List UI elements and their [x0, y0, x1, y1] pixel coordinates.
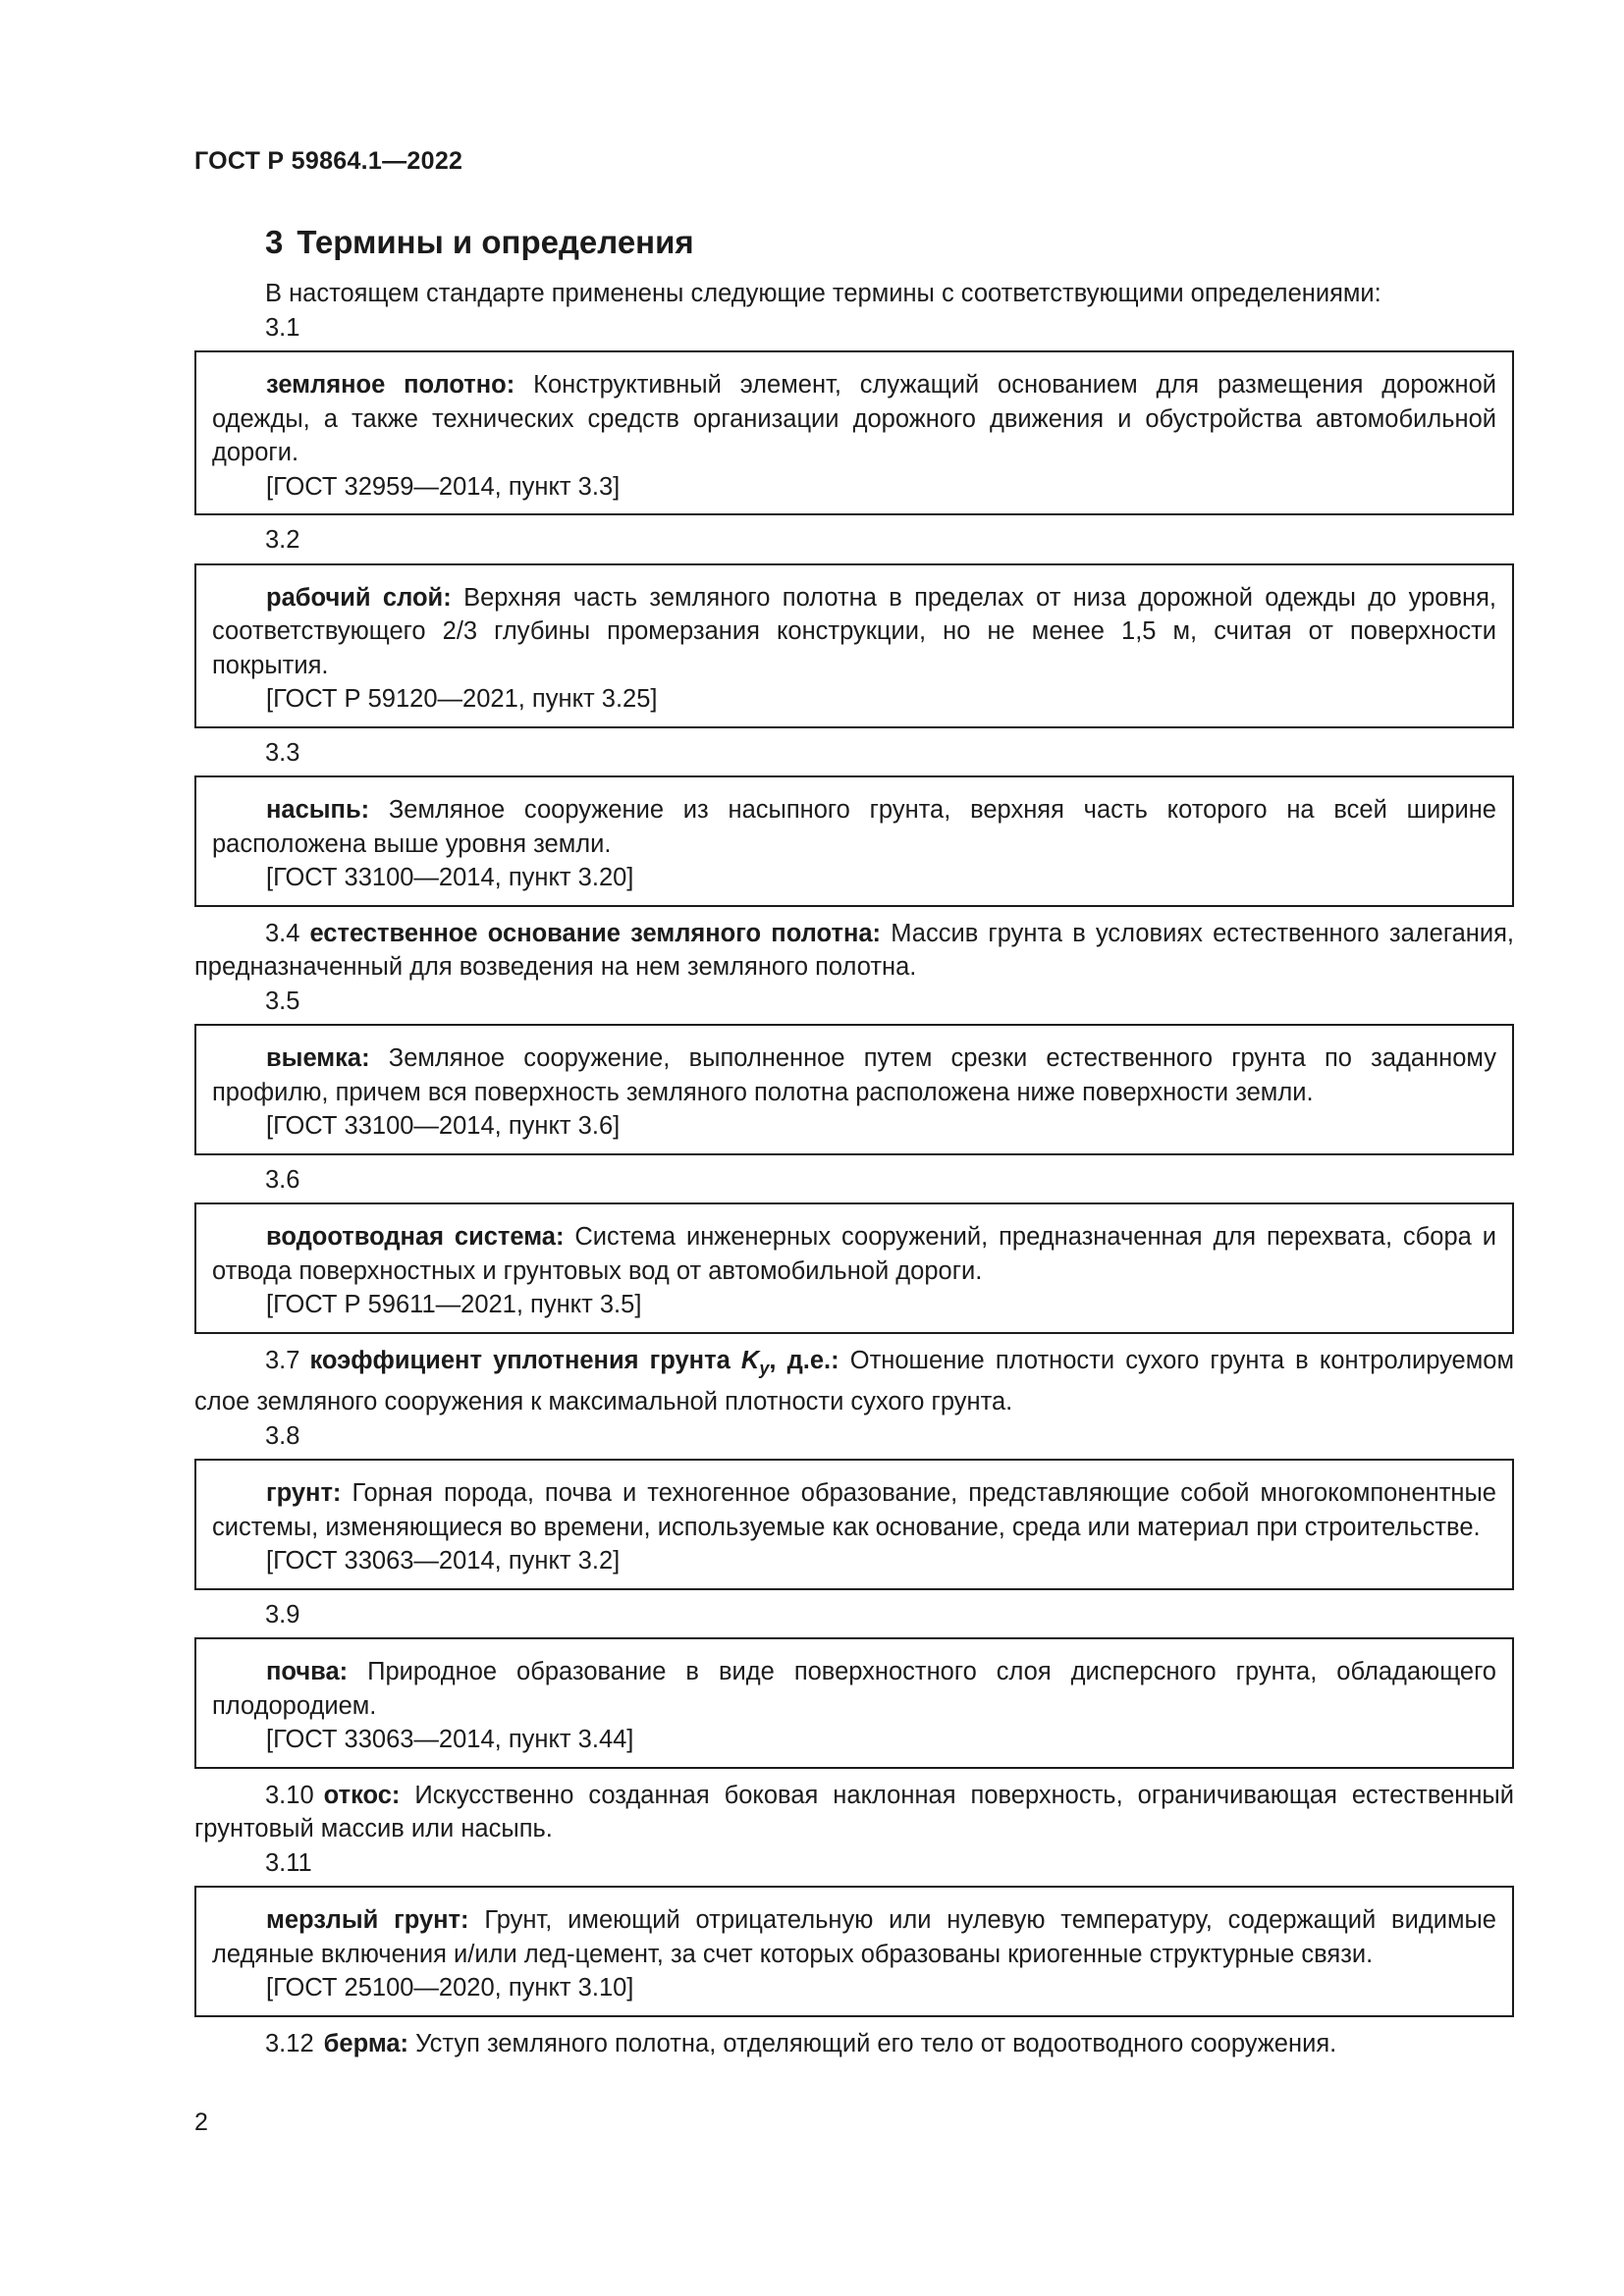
term-number: 3.6 [265, 1165, 300, 1194]
definition-text: Земляное сооружение из насыпного грунта, верхняя часть которого на всей ширине расположена выше уровня земли. [212, 796, 1496, 858]
document-header: ГОСТ Р 59864.1—2022 [194, 147, 463, 175]
term-definition [212, 1655, 1496, 1723]
term-reference: [ГОСТ 25100—2020, пункт 3.10] [266, 1974, 634, 2002]
term-definition [212, 1476, 1496, 1544]
term-number: 3.3 [265, 738, 300, 767]
term-number: 3.9 [265, 1600, 300, 1629]
section-title-text: Термины и определения [297, 224, 694, 260]
term-name: выемка: [266, 1044, 370, 1072]
term-definition [212, 1220, 1496, 1288]
term-box [194, 1637, 1514, 1769]
term-reference: [ГОСТ Р 59611—2021, пункт 3.5] [266, 1291, 642, 1318]
definition-text: Уступ земляного полотна, отделяющий его тело от водоотводного сооружения. [415, 2029, 1337, 2057]
term-number: 3.12 [265, 2029, 314, 2057]
section-number: 3 [265, 224, 284, 260]
term-definition [212, 1903, 1496, 1971]
term-definition [212, 1041, 1496, 1109]
definition-text: Конструктивный элемент, служащий основанием для размещения дорожной одежды, а также технических средств организации дорожного движения и обустройства автомобильной дороги. [212, 371, 1496, 466]
term-definition [212, 368, 1496, 470]
term-name: коэффициент уплотнения грунта [309, 1346, 731, 1374]
definition-text: Природное образование в виде поверхностного слоя дисперсного грунта, обладающего плодородием. [212, 1658, 1496, 1720]
definition-text: Грунт, имеющий отрицательную или нулевую температуру, содержащий видимые ледяные включения и/или лед-цемент, за счет которых образованы криогенные структурные связи. [212, 1906, 1496, 1968]
term-definition [212, 793, 1496, 861]
section-title [265, 224, 694, 261]
term-number: 3.11 [265, 1848, 312, 1877]
term-name: мерзлый грунт: [266, 1906, 469, 1935]
page-number: 2 [194, 2109, 208, 2136]
term-paragraph [194, 1779, 1514, 1846]
term-box [194, 1886, 1514, 2017]
term-reference: [ГОСТ 32959—2014, пункт 3.3] [266, 472, 621, 501]
term-reference: [ГОСТ 33063—2014, пункт 3.2] [266, 1547, 621, 1575]
term-box [194, 775, 1514, 907]
term-name: грунт: [266, 1479, 342, 1508]
intro-paragraph: В настоящем стандарте применены следующие термины с соответствующими определениями: [265, 280, 1381, 307]
term-name: почва: [266, 1658, 349, 1686]
term-name: берма: [323, 2029, 409, 2057]
term-reference: [ГОСТ 33100—2014, пункт 3.20] [266, 864, 634, 891]
definition-text: Земляное сооружение, выполненное путем срезки естественного грунта по заданному профилю, причем вся поверхность земляного полотна расположена ниже поверхности земли. [212, 1044, 1497, 1106]
term-definition [212, 581, 1496, 683]
term-number: 3.10 [265, 1781, 314, 1809]
term-reference: [ГОСТ Р 59120—2021, пункт 3.25] [266, 685, 658, 713]
term-box [194, 1202, 1514, 1334]
term-number: 3.2 [265, 526, 300, 554]
term-paragraph [194, 917, 1514, 985]
term-number: 3.5 [265, 987, 300, 1015]
definition-text: Массив грунта в условиях естественного залегания, предназначенный для возведения на нем земляного полотна. [194, 919, 1514, 981]
term-name: рабочий слой: [266, 583, 452, 612]
term-number: 3.7 [265, 1346, 300, 1374]
document-body [194, 277, 1514, 2060]
term-name: земляное полотно: [266, 371, 515, 399]
term-number: 3.8 [265, 1421, 300, 1450]
term-name: откос: [323, 1781, 401, 1809]
term-name: водоотводная система: [266, 1223, 565, 1251]
definition-text: Горная порода, почва и техногенное образование, представляющие собой многокомпонентные системы, изменяющиеся во времени, используемые как основание, среда или материал при строительстве. [212, 1479, 1496, 1541]
term-number: 3.1 [265, 313, 300, 342]
term-box [194, 1024, 1514, 1155]
symbol-k: K [740, 1346, 760, 1374]
term-paragraph [194, 2027, 1514, 2061]
symbol-subscript: у [759, 1358, 770, 1378]
term-name-end: , д.е.: [769, 1346, 839, 1374]
term-box [194, 1459, 1514, 1590]
term-box [194, 350, 1514, 515]
definition-text: Система инженерных сооружений, предназначенная для перехвата, сбора и отвода поверхностных и грунтовых вод от автомобильной дороги. [212, 1223, 1496, 1285]
term-name: естественное основание земляного полотна: [309, 919, 882, 947]
term-box [194, 563, 1514, 728]
term-reference: [ГОСТ 33100—2014, пункт 3.6] [266, 1112, 621, 1140]
definition-text: Верхняя часть земляного полотна в пределах от низа дорожной одежды до уровня, соответствующего 2/3 глубины промерзания конструкции, но не менее 1,5 м, считая от поверхности покрытия. [212, 583, 1496, 679]
term-paragraph [194, 1344, 1514, 1419]
term-name: насыпь: [266, 796, 370, 824]
term-reference: [ГОСТ 33063—2014, пункт 3.44] [266, 1726, 634, 1754]
definition-text: Отношение плотности сухого грунта в контролируемом слое земляного сооружения к максимальной плотности сухого грунта. [194, 1346, 1514, 1416]
term-number: 3.4 [265, 919, 300, 947]
definition-text: Искусственно созданная боковая наклонная поверхность, ограничивающая естественный грунтовый массив или насыпь. [194, 1781, 1514, 1843]
